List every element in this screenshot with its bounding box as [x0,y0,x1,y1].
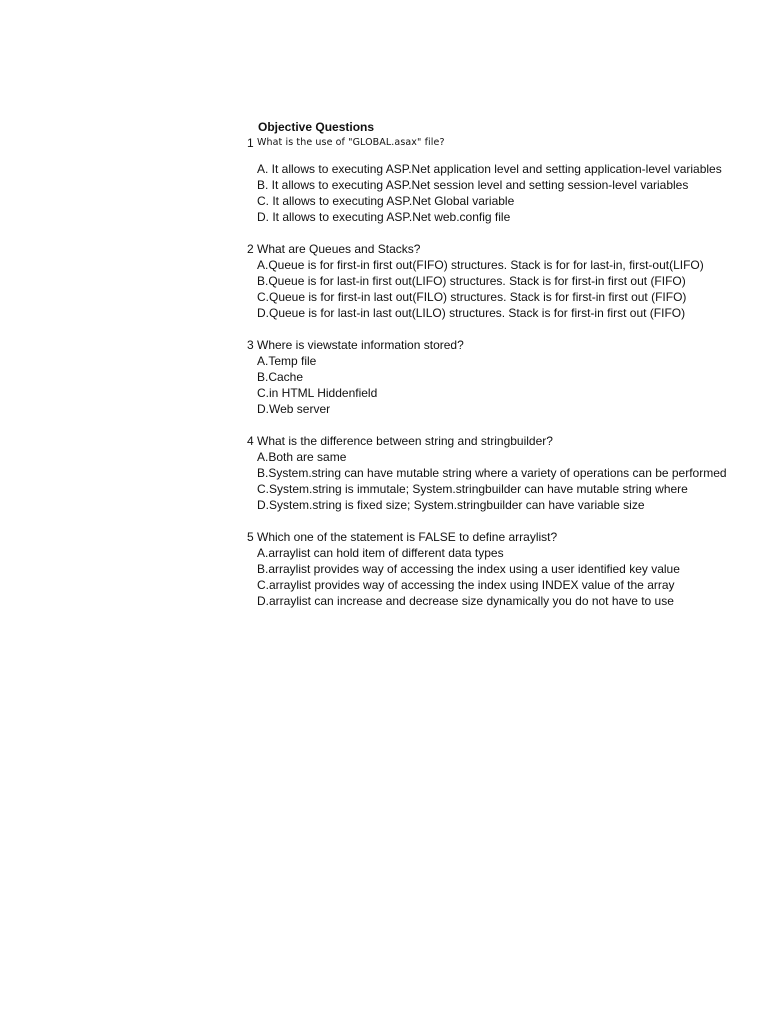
option-3c: C.in HTML Hiddenfield [257,386,378,400]
option-4d: D.System.string is fixed size; System.stringbuilder can have variable size [257,498,645,512]
option-1a: A. It allows to executing ASP.Net application level and setting application-level variables [257,162,722,176]
question-row-4 [247,433,676,449]
option-5a: A.arraylist can hold item of different data types [257,546,504,560]
option-1c: C. It allows to executing ASP.Net Global variable [257,194,515,208]
option-3b: B.Cache [257,370,304,384]
spacer [247,513,676,529]
option-1d: D. It allows to executing ASP.Net web.config file [257,210,511,224]
spacer [247,151,676,161]
question-row-2 [247,241,676,257]
option-2c: C.Queue is for first-in last out(FILO) structures. Stack is for first-in first out (FIFO) [257,290,687,304]
option-1b: B. It allows to executing ASP.Net session level and setting session-level variables [257,178,689,192]
document-title: Objective Questions [258,120,375,134]
question-text: What is the use of "GLOBAL.asax" file? [257,137,445,148]
question-number: 4 [247,434,254,448]
option-5b: B.arraylist provides way of accessing the index using a user identified key value [257,562,680,576]
option-4a: A.Both are same [257,450,347,464]
question-row-3 [247,337,676,353]
option-5d: D.arraylist can increase and decrease size dynamically you do not have to use [257,594,674,608]
option-4c: C.System.string is immutale; System.stringbuilder can have mutable string where [257,482,688,496]
spacer [247,417,676,433]
question-text: Which one of the statement is FALSE to define arraylist? [257,530,558,544]
question-number: 2 [247,242,254,256]
question-row-5 [247,529,676,545]
option-2d: D.Queue is for last-in last out(LILO) structures. Stack is for first-in first out (FIFO) [257,306,686,320]
question-number: 1 [247,136,254,150]
option-2b: B.Queue is for last-in first out(LIFO) structures. Stack is for first-in first out (FIFO) [257,274,686,288]
option-4b: B.System.string can have mutable string where a variety of operations can be performed [257,466,727,480]
question-text: What is the difference between string and stringbuilder? [257,434,553,448]
question-number: 3 [247,338,254,352]
option-5c: C.arraylist provides way of accessing the index using INDEX value of the array [257,578,675,592]
spacer [247,321,676,337]
question-text: Where is viewstate information stored? [257,338,464,352]
option-3d: D.Web server [257,402,331,416]
question-row-1 [247,135,676,151]
spacer [247,225,676,241]
question-number: 5 [247,530,254,544]
question-text: What are Queues and Stacks? [257,242,421,256]
option-3a: A.Temp file [257,354,317,368]
spreadsheet-sheet [247,117,727,609]
option-2a: A.Queue is for first-in first out(FIFO) structures. Stack is for for last-in, first-out(LIFO) [257,258,704,272]
